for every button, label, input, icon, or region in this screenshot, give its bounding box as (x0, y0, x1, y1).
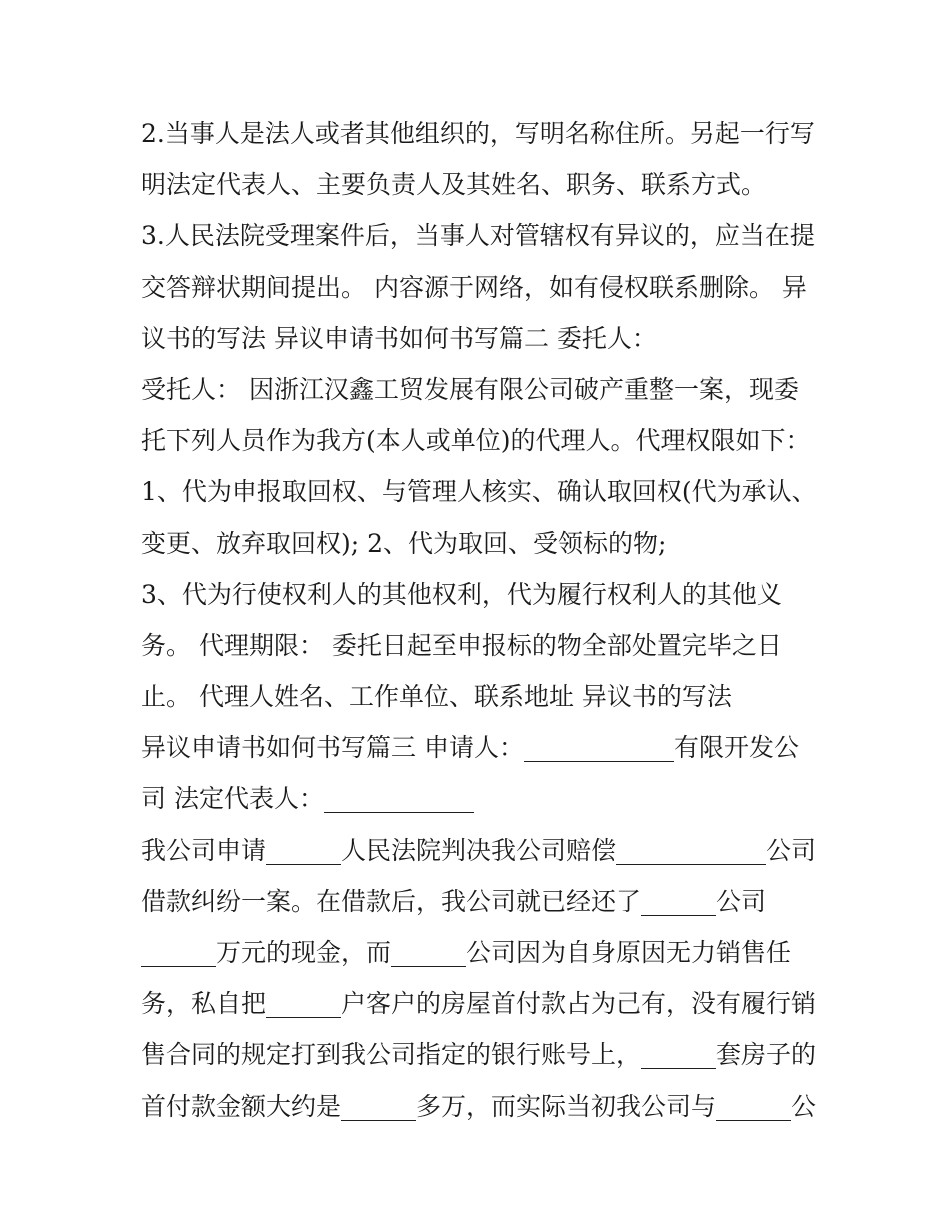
text-line: 3.人民法院受理案件后，当事人对管辖权有异议的，应当在提 (141, 221, 815, 251)
text-line: 司 法定代表人：____________ (141, 784, 474, 814)
text-line: 异议申请书如何书写篇三 申请人：____________有限开发公 (141, 733, 799, 763)
text-line: 售合同的规定打到我公司指定的银行账号上，______套房子的 (141, 1040, 817, 1070)
text-line: 务，私自把______户客户的房屋首付款占为己有，没有履行销 (141, 989, 817, 1019)
text-line: 我公司申请______人民法院判决我公司赔偿____________公司 (141, 835, 817, 865)
text-line: 交答辩状期间提出。 内容源于网络，如有侵权联系删除。 异 (141, 272, 807, 302)
text-line: 议书的写法 异议申请书如何书写篇二 委托人： (141, 323, 657, 353)
text-line: 明法定代表人、主要负责人及其姓名、职务、联系方式。 (141, 170, 767, 200)
text-line: 变更、放弃取回权); 2、代为取回、受领标的物; (141, 528, 667, 558)
text-line: 托下列人员作为我方(本人或单位)的代理人。代理权限如下： (141, 426, 811, 456)
text-line: 1、代为申报取回权、与管理人核实、确认取回权(代为承认、 (141, 477, 817, 507)
document-body (141, 108, 821, 1132)
text-line: 受托人： 因浙江汉鑫工贸发展有限公司破产重整一案，现委 (141, 374, 799, 404)
text-line: 首付款金额大约是______多万，而实际当初我公司与______公 (141, 1091, 817, 1121)
text-line: ______万元的现金，而______公司因为自身原因无力销售任 (141, 938, 792, 967)
text-line: 借款纠纷一案。在借款后，我公司就已经还了______公司 (141, 886, 767, 916)
text-line: 2.当事人是法人或者其他组织的，写明名称住所。另起一行写 (141, 119, 815, 148)
text-line: 止。 代理人姓名、工作单位、联系地址 异议书的写法 (141, 682, 732, 712)
text-line: 务。 代理期限： 委托日起至申报标的物全部处置完毕之日 (141, 630, 782, 660)
text-line: 3、代为行使权利人的其他权利，代为履行权利人的其他义 (141, 579, 782, 609)
